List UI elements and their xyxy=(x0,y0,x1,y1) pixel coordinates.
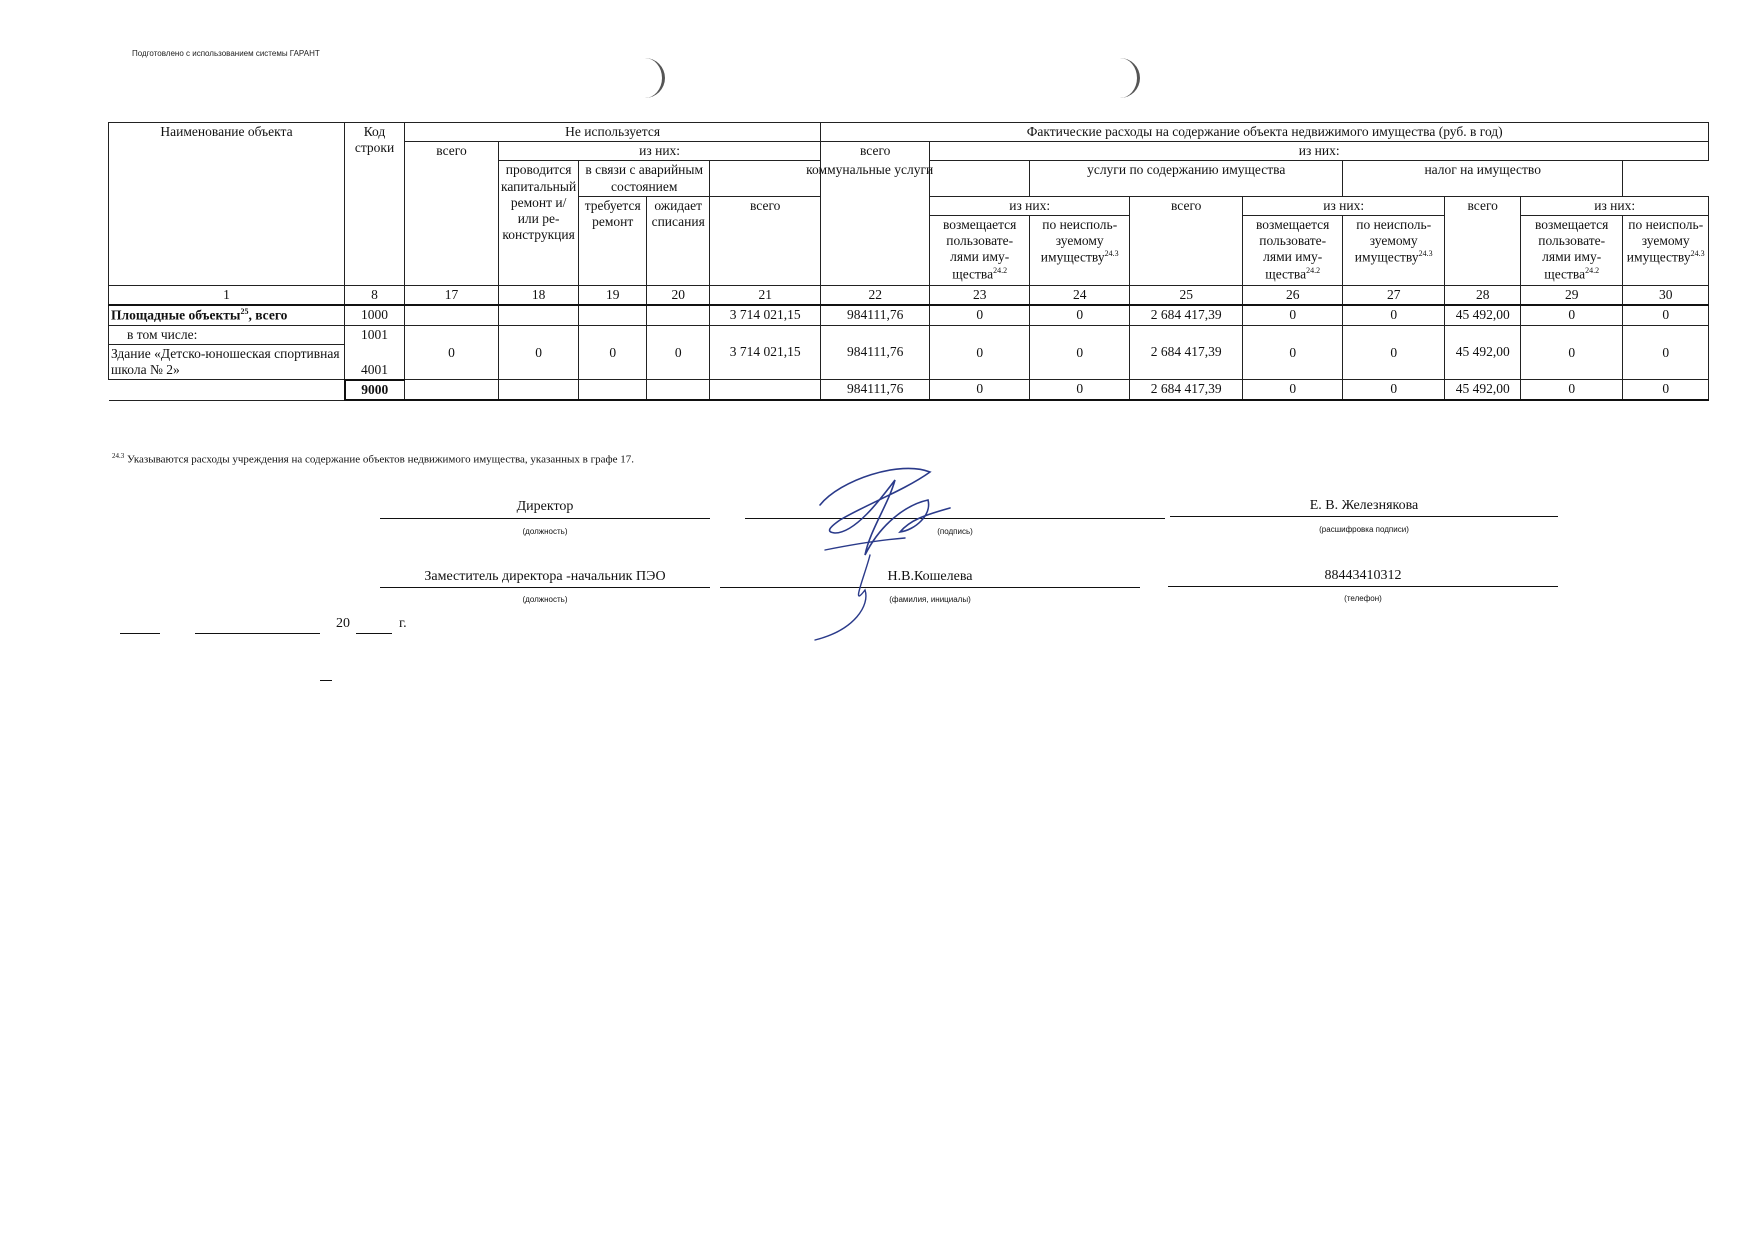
header-object-name: Наименование объекта xyxy=(109,123,345,286)
deputy-name: Н.В.Кошелева xyxy=(887,569,973,584)
col-number: 19 xyxy=(579,285,647,305)
cell-value xyxy=(710,380,821,400)
cell-value: 45 492,00 xyxy=(1445,380,1521,400)
col-number: 22 xyxy=(821,285,930,305)
date-day-line xyxy=(120,633,160,634)
cell-value: 0 xyxy=(1623,305,1709,325)
cell-value: 0 xyxy=(1521,305,1623,325)
header-services-total: всего xyxy=(1130,196,1243,285)
name-caption: (расшифровка подписи) xyxy=(1319,525,1409,534)
header-row-1 xyxy=(109,123,1709,142)
phone-line xyxy=(1168,586,1558,587)
header-capital-repair: проводится капитальный ремонт и/или ре- конструкция xyxy=(499,161,579,286)
footnote-number: 24.3 xyxy=(112,452,125,460)
position-caption: (должность) xyxy=(522,527,568,536)
col-number: 25 xyxy=(1130,285,1243,305)
cell-value xyxy=(405,380,499,400)
header-property-services: услуги по содержанию имущества xyxy=(1030,161,1343,196)
col-number: 21 xyxy=(710,285,821,305)
row-total-name: Площадные объекты$^{25}$, всего xyxy=(109,305,345,325)
header-utilities-reimbursed: возмещается пользовате- лями иму- щества$^{24.2}$ xyxy=(930,215,1030,285)
cell-value xyxy=(499,380,579,400)
cell-value: 984111,76 xyxy=(821,305,930,325)
cell-value: 0 xyxy=(1521,380,1623,400)
garant-note: Подготовлено с использованием системы ГАРАНТ xyxy=(132,49,320,58)
header-tax-total: всего xyxy=(1445,196,1521,285)
cell-value xyxy=(647,305,710,325)
header-row-code: Код строки xyxy=(345,123,405,286)
col-number: 28 xyxy=(1445,285,1521,305)
cell-value: 0 xyxy=(930,325,1030,380)
cell-value: 0 xyxy=(1521,325,1623,380)
cell-value: 0 xyxy=(1623,380,1709,400)
cell-value: 0 xyxy=(1343,305,1445,325)
cell-value: 3 714 021,15 xyxy=(710,325,821,380)
col-number: 24 xyxy=(1030,285,1130,305)
cell-value: 0 xyxy=(499,325,579,380)
cell-value: 3 714 021,15 xyxy=(710,305,821,325)
cell-value: 0 xyxy=(1343,325,1445,380)
row-including-code: 1001 xyxy=(345,325,405,344)
fio-caption: (фамилия, инициалы) xyxy=(889,595,971,604)
header-services-unused: по неисполь- зуемому имуществу$^{24.3}$ xyxy=(1343,215,1445,285)
cell-value: 0 xyxy=(1030,380,1130,400)
cell-value xyxy=(579,380,647,400)
director-position: Директор xyxy=(516,499,574,514)
date-month-line xyxy=(195,633,320,634)
header-utilities: коммунальные услуги xyxy=(710,161,1030,196)
row-summary-9000 xyxy=(109,380,1709,400)
date-year-line xyxy=(356,633,392,634)
cell-value: 0 xyxy=(579,325,647,380)
cell-value: 2 684 417,39 xyxy=(1130,380,1243,400)
cell-value xyxy=(647,380,710,400)
col-number: 23 xyxy=(930,285,1030,305)
date-suffix: г. xyxy=(399,616,407,631)
cell-value: 984111,76 xyxy=(821,325,930,380)
header-utilities-of-them: из них: xyxy=(930,196,1130,215)
row-building-name: Здание «Детско-юношеская спортивная школа № 2» xyxy=(109,345,345,380)
cell-value: 984111,76 xyxy=(821,380,930,400)
cell-value: 0 xyxy=(1243,380,1343,400)
header-property-tax: налог на имущество xyxy=(1343,161,1623,196)
director-name: Е. В. Железнякова xyxy=(1309,498,1419,513)
header-not-used-total: всего xyxy=(405,142,499,286)
row-including-name: в том числе: xyxy=(109,325,345,344)
punch-hole-mark xyxy=(640,58,665,98)
cell-value: 45 492,00 xyxy=(1445,305,1521,325)
header-awaiting-writeoff: ожидает списания xyxy=(647,196,710,285)
cell-value: 45 492,00 xyxy=(1445,325,1521,380)
row-building-code: 4001 xyxy=(345,345,405,380)
header-services-reimbursed: возмещается пользовате- лями иму- щества$^{24.2}$ xyxy=(1243,215,1343,285)
col-number: 30 xyxy=(1623,285,1709,305)
phone-caption: (телефон) xyxy=(1344,594,1382,603)
handwritten-signature xyxy=(810,460,970,645)
col-number: 1 xyxy=(109,285,345,305)
cell-value: 2 684 417,39 xyxy=(1130,325,1243,380)
header-repair-needed: требуется ремонт xyxy=(579,196,647,285)
col-number: 29 xyxy=(1521,285,1623,305)
position-caption: (должность) xyxy=(522,595,568,604)
col-number: 18 xyxy=(499,285,579,305)
row-total-1000 xyxy=(109,305,1709,325)
cell-value: 0 xyxy=(930,305,1030,325)
cell-value xyxy=(499,305,579,325)
punch-hole-mark xyxy=(1115,58,1140,98)
stray-dash xyxy=(320,680,332,681)
footnote-text: Указываются расходы учреждения на содержание объектов недвижимого имущества, указанных в графе 17. xyxy=(124,453,634,466)
header-utilities-total: всего xyxy=(710,196,821,285)
header-not-used-of-them: из них: xyxy=(499,142,821,161)
cell-value: 0 xyxy=(1030,325,1130,380)
cell-value: 0 xyxy=(647,325,710,380)
cell-value: 0 xyxy=(1030,305,1130,325)
row-including xyxy=(109,325,1709,344)
col-number: 8 xyxy=(345,285,405,305)
row-total-code: 1000 xyxy=(345,305,405,325)
cell-value: 0 xyxy=(1343,380,1445,400)
date-year-prefix: 20 xyxy=(336,616,350,631)
cell-value: 0 xyxy=(1623,325,1709,380)
header-not-used: Не используется xyxy=(405,123,821,142)
deputy-position-line xyxy=(380,587,710,588)
row-summary-name xyxy=(109,380,345,400)
col-number: 17 xyxy=(405,285,499,305)
header-utilities-unused: по неисполь- зуемому имуществу$^{24.3}$ xyxy=(1030,215,1130,285)
column-numbers-row xyxy=(109,285,1709,305)
cell-value xyxy=(405,305,499,325)
director-position-line xyxy=(380,518,710,519)
col-number: 20 xyxy=(647,285,710,305)
header-tax-of-them: из них: xyxy=(1521,196,1709,215)
header-actual-expenses: Фактические расходы на содержание объекта недвижимого имущества (руб. в год) xyxy=(821,123,1709,142)
row-summary-code: 9000 xyxy=(345,380,405,400)
expenses-table xyxy=(108,122,1709,401)
cell-value: 0 xyxy=(930,380,1030,400)
phone-number: 88443410312 xyxy=(1324,568,1402,583)
cell-value: 0 xyxy=(1243,325,1343,380)
director-name-line xyxy=(1170,516,1558,517)
cell-value: 0 xyxy=(1243,305,1343,325)
deputy-position: Заместитель директора -начальник ПЭО xyxy=(424,569,666,584)
header-tax-unused: по неисполь- зуемому имуществу$^{24.3}$ xyxy=(1623,215,1709,285)
footnote xyxy=(112,452,634,466)
cell-value: 2 684 417,39 xyxy=(1130,305,1243,325)
header-expenses-total: всего xyxy=(821,142,930,286)
header-emergency-state: в связи с аварийным состоянием xyxy=(579,161,710,196)
col-number: 26 xyxy=(1243,285,1343,305)
header-services-of-them: из них: xyxy=(1243,196,1445,215)
cell-value xyxy=(579,305,647,325)
signature-caption: (подпись) xyxy=(937,527,973,536)
header-expenses-of-them: из них: xyxy=(930,142,1709,161)
header-tax-reimbursed: возмещается пользовате- лями иму- щества$^{24.2}$ xyxy=(1521,215,1623,285)
cell-value: 0 xyxy=(405,325,499,380)
col-number: 27 xyxy=(1343,285,1445,305)
